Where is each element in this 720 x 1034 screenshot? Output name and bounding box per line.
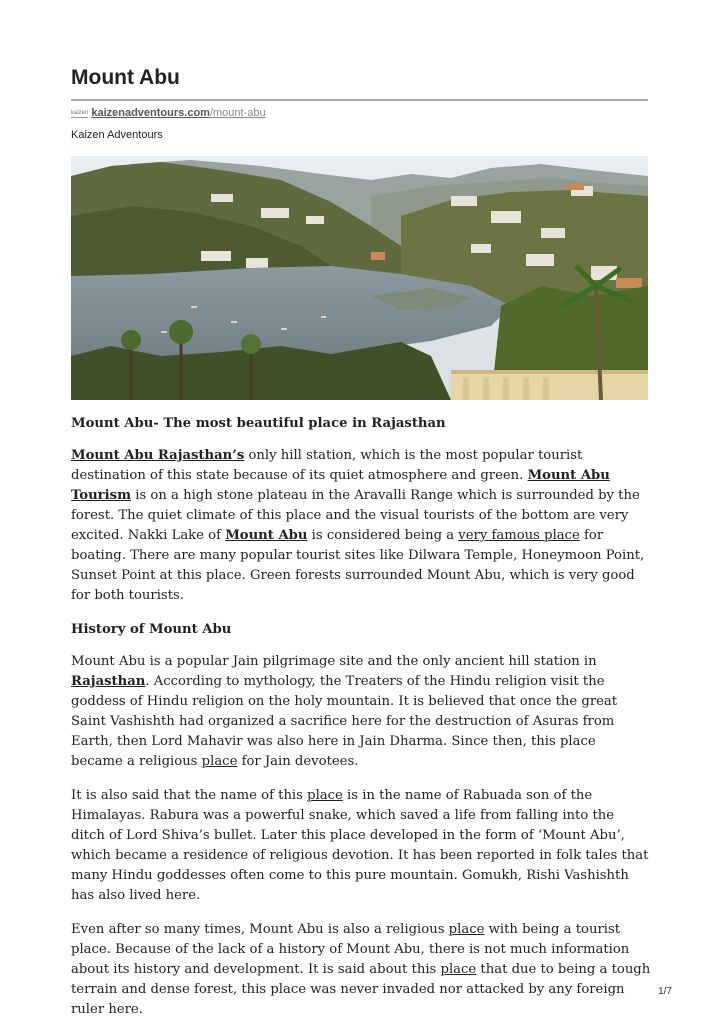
hero-photo: [71, 156, 648, 400]
link-very-famous-place[interactable]: very famous place: [458, 528, 580, 543]
link-place[interactable]: place: [440, 962, 477, 977]
paragraph-history-1: Mount Abu is a popular Jain pilgrimage site and the only ancient hill station in Rajasthan. According to mythology, the Treaters of the Hindu religion visit the goddess of Hindu religion on the holy mountain. It is believed that once the great Saint Vashishth had organized a sacrifice here for the destruction of Asuras from Earth, then Lord Mahavir was also here in Jain Dharma. Since then, this place became a religious place for Jain devotees.: [71, 654, 618, 769]
link-rajasthan[interactable]: Rajasthan: [71, 674, 146, 689]
page-title: Mount Abu: [71, 66, 180, 89]
source-path-link[interactable]: /mount-abu: [209, 107, 266, 119]
link-place[interactable]: place: [307, 788, 343, 803]
author-name: Kaizen Adventours: [71, 129, 163, 141]
page-number: 1/7: [658, 986, 672, 997]
link-mount-abu-tourism[interactable]: Mount Abu Tourism: [71, 468, 610, 503]
link-mount-abu-rajasthan[interactable]: Mount Abu Rajasthan’s: [71, 448, 245, 463]
section-heading-intro: Mount Abu- The most beautiful place in Rajasthan: [71, 416, 446, 431]
paragraph-intro: Mount Abu Rajasthan’s only hill station, which is the most popular tourist destination of this state because of its quiet atmosphere and green. Mount Abu Tourism is on a high stone plateau in the Aravalli Range which is surrounded by the forest. The quiet climate of this place and the visual tourists of the bottom are very excited. Nakki Lake of Mount Abu is considered being a very famous place for boating. There are many popular tourist sites like Dilwara Temple, Honeymoon Point, Sunset Point at this place. Green forests surrounded Mount Abu, which is very good for both tourists.: [71, 448, 645, 603]
source-line: [71, 107, 266, 119]
section-heading-history: History of Mount Abu: [71, 622, 232, 637]
link-place[interactable]: place: [448, 922, 485, 937]
paragraph-history-2: It is also said that the name of this place is in the name of Rabuada son of the Himalayas. Rabura was a powerful snake, which saved a life from falling into the ditch of Lord Shiva’s bullet. Later this place developed in the form of ‘Mount Abu’, which became a residence of religious devotion. It has been reported in folk tales that many Hindu goddesses often come to this pure mountain. Gomukh, Rishi Vashishth has also lived here.: [71, 788, 649, 903]
link-place[interactable]: place: [201, 754, 238, 769]
title-divider: [71, 99, 648, 101]
site-favicon-icon: kaizen: [71, 110, 89, 116]
paragraph-history-3: Even after so many times, Mount Abu is also a religious place with being a tourist place. Because of the lack of a history of Mount Abu, there is not much information about its history and development. It is said about this place that due to being a tough terrain and dense forest, this place was never invaded nor attacked by any foreign ruler here.: [71, 922, 651, 1017]
source-domain-link[interactable]: kaizenadventours.com: [91, 107, 210, 119]
article-body: [71, 414, 651, 1034]
link-mount-abu[interactable]: Mount Abu: [225, 528, 308, 543]
